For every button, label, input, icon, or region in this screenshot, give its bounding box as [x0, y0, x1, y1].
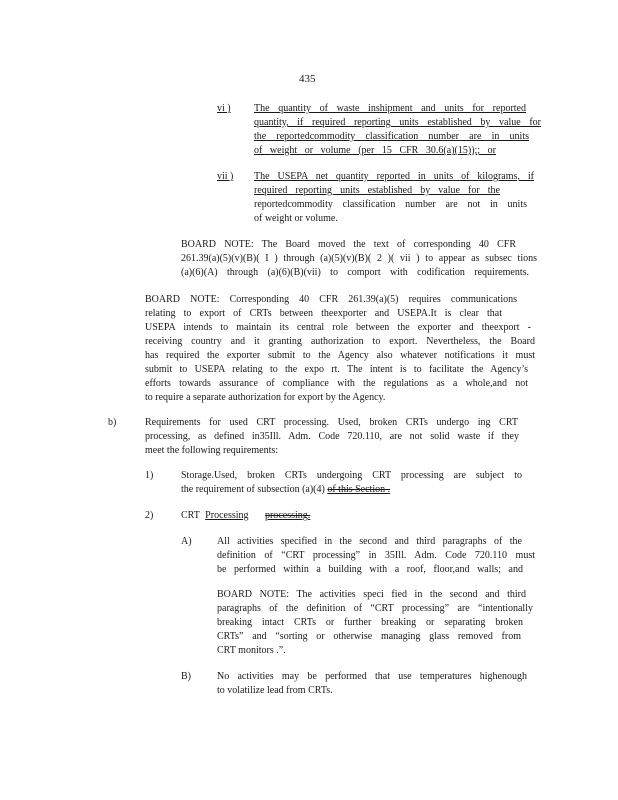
item-vi-label: vi )	[217, 103, 231, 114]
item-1-label: 1)	[145, 470, 154, 481]
item-2-heading	[181, 509, 310, 522]
item-vi-line: The quantity of waste inshipment and units for reported	[254, 103, 526, 114]
item-A-label: A)	[181, 536, 192, 547]
item-vii-line: of weight or volume.	[254, 213, 338, 224]
board-note-3-line: breaking intact CRTs or further breaking or separating broken	[217, 617, 523, 628]
section-b-line: processing, as defined in35Ill. Adm. Code 720.110, are not solid waste if they	[145, 431, 519, 442]
item-A-line: definition of “CRT processing” in 35Ill. Adm. Code 720.110 must	[217, 550, 535, 561]
section-b-line: meet the following requirements:	[145, 445, 279, 456]
item-B-line: to volatilize lead from CRTs.	[217, 685, 333, 696]
item-B-label: B)	[181, 671, 191, 682]
item-1-line	[181, 483, 390, 496]
board-note-3-line: CRT monitors .”.	[217, 645, 286, 656]
item-A-line: All activities specified in the second and third paragraphs of the	[217, 536, 522, 547]
item-1-struck-text: of this Section .	[327, 484, 391, 495]
board-note-3-line: CRTs” and “sorting or otherwise managing glass removed from	[217, 631, 521, 642]
board-note-2-line: efforts towards assurance of compliance with the regulations as a whole,and not	[145, 378, 528, 389]
item-vi-line: quantity, if required reporting units established by value for	[254, 117, 541, 128]
board-note-2-line: has required the exporter submit to the Agency also whatever notifications it must	[145, 350, 535, 361]
item-2-prefix: CRT	[181, 510, 206, 521]
item-2-label: 2)	[145, 510, 154, 521]
board-note-2-line: submit to USEPA relating to the expo rt. The intent is to facilitate the Agency’s	[145, 364, 528, 375]
item-vii-line: The USEPA net quantity reported in units of kilograms, if	[254, 171, 534, 182]
board-note-2-line: BOARD NOTE: Corresponding 40 CFR 261.39(a)(5) requires communications	[145, 294, 517, 305]
board-note-1-line: (a)(6)(A) through (a)(6)(B)(vii) to comport with codification requirements.	[181, 267, 529, 278]
page-number: 435	[299, 73, 316, 85]
board-note-2-line: receiving country and it granting authorization to export. Nevertheless, the Board	[145, 336, 535, 347]
section-b-label: b)	[108, 417, 117, 428]
item-vii-line: required reporting units established by value for the	[254, 185, 500, 196]
item-B-line: No activities may be performed that use temperatures highenough	[217, 671, 527, 682]
item-vii-line: reportedcommodity classification number are not in units	[254, 199, 527, 210]
board-note-3-line: paragraphs of the definition of “CRT processing” are “intentionally	[217, 603, 533, 614]
item-2-inserted: Processing	[205, 510, 249, 521]
item-1-line: Storage.Used, broken CRTs undergoing CRT processing are subject to	[181, 470, 522, 481]
board-note-3-line: BOARD NOTE: The activities speci fied in the second and third	[217, 589, 526, 600]
board-note-1-line: BOARD NOTE: The Board moved the text of corresponding 40 CFR	[181, 239, 516, 250]
item-1-text: the requirement of subsection (a)(4)	[181, 484, 328, 495]
board-note-2-line: to require a separate authorization for export by the Agency.	[145, 392, 386, 403]
board-note-1-line: 261.39(a)(5)(v)(B)( I ) through (a)(5)(v)(B)( 2 )( vii ) to appear as subsec tions	[181, 253, 537, 264]
board-note-2-line: USEPA intends to maintain its central role between the exporter and theexport -	[145, 322, 531, 333]
item-A-line: be performed within a building with a roof, floor,and walls; and	[217, 564, 523, 575]
item-2-struck: processing.	[265, 510, 311, 521]
board-note-2-line: relating to export of CRTs between theexporter and USEPA.It is clear that	[145, 308, 502, 319]
item-vii-label: vii )	[217, 171, 234, 182]
item-vi-line: the reportedcommodity classification number are in units	[254, 131, 529, 142]
section-b-line: Requirements for used CRT processing. Used, broken CRTs undergo ing CRT	[145, 417, 518, 428]
item-vi-line: of weight or volume (per 15 CFR 30.6(a)(15));; or	[254, 145, 496, 156]
